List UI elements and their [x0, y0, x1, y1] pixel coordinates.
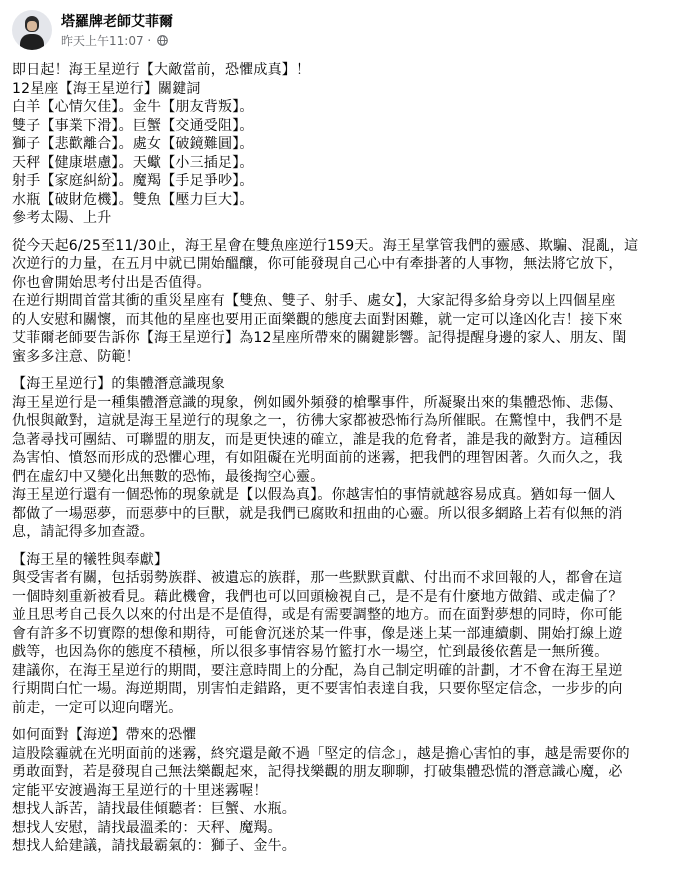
post-text-line: 即日起！海王星逆行【大敵當前，恐懼成真】！ [12, 62, 311, 78]
intro-keywords-block [12, 61, 662, 228]
post-text-line: 海王星逆行是一種集體潛意識的現象，例如國外頻發的槍擊事件，所凝聚出來的集體恐怖、悲傷、 [12, 394, 623, 411]
post-text-line: 雙子【事業下滑】。巨蟹【交通受阻】。 [12, 117, 254, 134]
post-text-line: 如何面對【海逆】帶來的恐懼 [12, 727, 197, 743]
post-text-line: 與受害者有關，包括弱勢族群、被遺忘的族群，那一些默默貢獻、付出而不求回報的人，都會在這 [12, 570, 623, 586]
post-text-line: 【海王星的犧牲與奉獻】 [12, 551, 169, 568]
post-body [12, 61, 662, 856]
sacrifice-devotion-block [12, 551, 662, 718]
post-text-line: 會有許多不切實際的想像和期待，可能會沉迷於某一件事，像是迷上某一部連續劇、開始打線上遊 [12, 625, 623, 642]
post-text-line: 定能平安渡過海王星逆行的十里迷霧喔！ [12, 782, 268, 799]
post-text-line: 前走，一定可以迎向曙光。 [12, 699, 183, 716]
post-text-line: 海王星逆行還有一個恐怖的現象就是【以假為真】。你越害怕的事情就越容易成真。猶如每一個人 [12, 487, 616, 503]
post-text-line: 想找人安慰，請找最溫柔的：天秤、魔羯。 [12, 819, 282, 836]
meta-separator: · [147, 33, 152, 48]
post-text-line: 參考太陽、上升 [12, 210, 112, 226]
post-text-line: 建議你，在海王星逆行的期間，要注意時間上的分配，為自己制定明確的計劃，才不會在海王星逆 [12, 662, 623, 679]
post-text-line: 都做了一場惡夢，而惡夢中的巨獸，就是我們已腐敗和扭曲的心靈。所以很多網路上若有似無的消 [12, 505, 623, 522]
post-text-line: 【海王星逆行】的集體潛意識現象 [12, 376, 225, 392]
post-text-line: 想找人訴苦，請找最佳傾聽者：巨蟹、水瓶。 [12, 801, 296, 817]
post-meta [61, 32, 168, 49]
post-text-line: 天秤【健康堪慮】。天蠍【小三插足】。 [12, 154, 254, 171]
post-text-line: 次逆行的力量，在五月中就已開始醞釀，你可能發現自己心中有牽掛著的人事物，無法將它放下， [12, 256, 623, 272]
post-timestamp[interactable]: 昨天上午11:07 [61, 34, 144, 48]
retrograde-intro-block [12, 237, 662, 367]
post-text-line: 為害怕、憤怒而形成的恐懼心理，有如阻礙在光明面前的迷霧，把我們的理智困著。久而久之，我 [12, 450, 623, 466]
post-text-line: 並且思考自己長久以來的付出是不是值得，或是有需要調整的地方。而在面對夢想的同時，你可能 [12, 607, 623, 623]
post-text-line: 的人安慰和關懷，而其他的星座也要用正面樂觀的態度去面對困難，就一定可以逢凶化吉！接下來 [12, 311, 623, 328]
post-text-line: 射手【家庭糾紛】。魔羯【手足爭吵】。 [12, 173, 254, 189]
post-text-line: 想找人給建議，請找最霸氣的：獅子、金牛。 [12, 838, 296, 854]
post-text-line: 從今天起6/25至11/30止，海王星會在雙魚座逆行159天。海王星掌管我們的靈感、欺騙、混亂，這 [12, 237, 639, 254]
avatar[interactable] [12, 10, 52, 50]
post-text-line: 們在虛幻中又變化出無數的恐怖，最後掏空心靈。 [12, 468, 325, 485]
post-text-line: 艾菲爾老師要告訴你【海王星逆行】為12星座所帶來的關鍵影響。記得提醒身邊的家人、朋友、閨 [12, 330, 627, 346]
author-name[interactable]: 塔羅牌老師艾菲爾 [61, 14, 173, 30]
facing-fear-block [12, 726, 662, 856]
post-text-line: 一個時刻重新被看見。藉此機會，我們也可以回頭檢視自己，是不是有什麼地方做錯、或走偏了？ [12, 588, 623, 605]
post-text-line: 行期間白忙一場。海逆期間，別害怕走錯路，更不要害怕表達自我，只要你堅定信念，一步步的向 [12, 681, 623, 697]
post-text-line: 急著尋找可團結、可聯盟的朋友，而是更快速的確立，誰是我的危脅者，誰是我的敵對方。這種因 [12, 431, 623, 448]
post-text-line: 戲等，也因為你的態度不積極，所以很多事情容易竹籃打水一場空，忙到最後依舊是一無所獲。 [12, 644, 609, 660]
post-text-line: 息，請記得多加查證。 [12, 524, 154, 540]
post-text-line: 這股陰霾就在光明面前的迷霧，終究還是敵不過「堅定的信念」，越是擔心害怕的事，越是需要你的 [12, 745, 630, 762]
post-text-line: 你也會開始思考付出是否值得。 [12, 274, 211, 291]
globe-icon [157, 35, 168, 46]
post-text-line: 12星座【海王星逆行】關鍵詞 [12, 80, 201, 97]
post-text-line: 白羊【心情欠佳】。金牛【朋友背叛】。 [12, 99, 254, 115]
post-text-line: 在逆行期間首當其衝的重災星座有【雙魚、雙子、射手、處女】，大家記得多給身旁以上四個星座 [12, 293, 616, 309]
post-text-line: 蜜多多注意、防範！ [12, 348, 140, 365]
post-text-line: 仇恨與敵對，這就是海王星逆行的現象之一，彷彿大家都被恐怖行為所催眠。在驚惶中，我們不是 [12, 413, 623, 429]
post-text-line: 獅子【悲歡離合】。處女【破鏡難圓】。 [12, 136, 254, 152]
post-text-line: 水瓶【破財危機】。雙魚【壓力巨大】。 [12, 191, 254, 208]
collective-subconscious-block [12, 375, 662, 542]
post-text-line: 勇敢面對，若是發現自己無法樂觀起來，記得找樂觀的朋友聊聊，打破集體恐慌的潛意識心魔，必 [12, 764, 623, 780]
post-header [12, 10, 662, 56]
